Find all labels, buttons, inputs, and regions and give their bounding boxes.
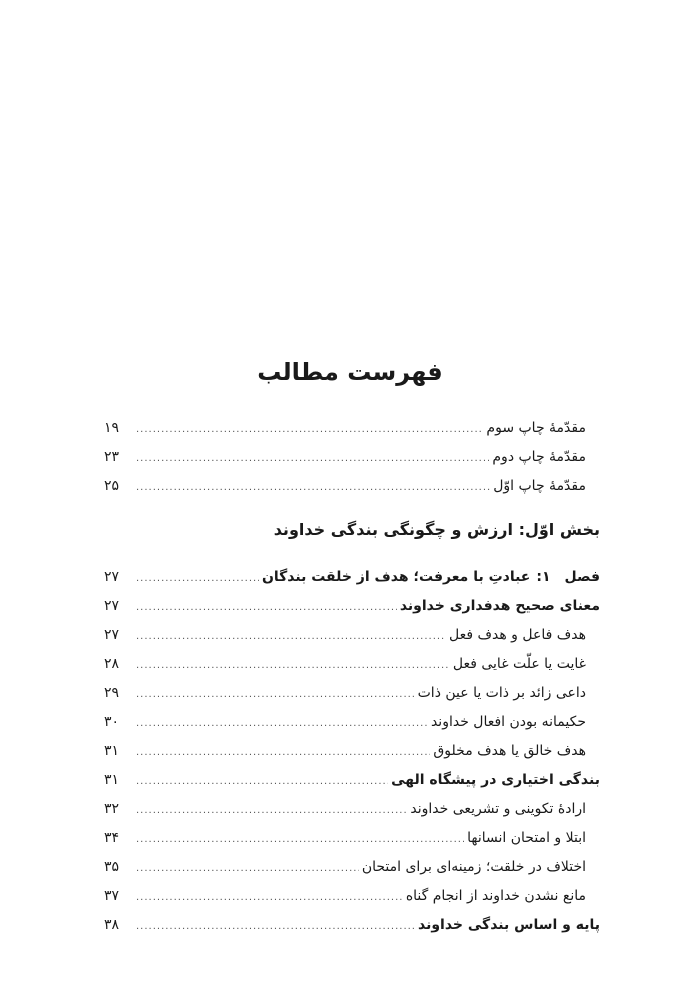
- chapter-page: ۲۷: [104, 569, 120, 585]
- toc-entry-label: هدف خالق یا هدف مخلوق: [433, 743, 586, 759]
- subsection-entry[interactable]: [104, 795, 600, 824]
- part-heading: بخش اوّل: ارزش و چگونگی بندگی خداوند: [273, 520, 600, 539]
- toc-entry-page: ۳۱: [104, 772, 120, 788]
- chapter-prefix: فصل: [564, 569, 600, 585]
- dot-leader: [136, 883, 403, 912]
- toc-entry-label: غایت یا علّت غایی فعل: [452, 656, 586, 672]
- toc-entry-page: ۳۴: [104, 830, 120, 846]
- chapter-title: عبادتِ با معرفت؛ هدف از خلقت بندگان: [261, 569, 531, 585]
- toc-entry-page: ۲۳: [104, 449, 120, 465]
- part-toc-list: [104, 563, 600, 940]
- toc-entry-page: ۲۸: [104, 656, 120, 672]
- toc-entry-page: ۲۹: [104, 685, 120, 701]
- toc-entry-page: ۳۵: [104, 859, 120, 875]
- toc-entry-label: مقدّمهٔ چاپ دوم: [492, 449, 586, 465]
- section-entry[interactable]: [104, 592, 600, 621]
- dot-leader: [136, 709, 428, 738]
- dot-leader: [136, 622, 446, 651]
- chapter-label: [259, 563, 600, 592]
- toc-entry[interactable]: [104, 472, 600, 501]
- subsection-entry[interactable]: [104, 679, 600, 708]
- dot-leader: [136, 651, 450, 680]
- toc-entry-page: ۲۷: [104, 598, 120, 614]
- subsection-entry[interactable]: [104, 824, 600, 853]
- page-title: فهرست مطالب: [257, 358, 443, 386]
- toc-entry-label: ارادهٔ تکوینی و تشریعی خداوند: [410, 801, 586, 817]
- toc-entry-page: ۳۸: [104, 917, 120, 933]
- subsection-entry[interactable]: [104, 882, 600, 911]
- toc-entry-page: ۲۵: [104, 478, 120, 494]
- toc-entry[interactable]: [104, 414, 600, 443]
- dot-leader: [136, 415, 483, 444]
- toc-entry-label: ابتلا و امتحان انسانها: [467, 830, 586, 846]
- dot-leader: [136, 444, 489, 473]
- front-matter-list: [104, 414, 600, 501]
- section-entry[interactable]: [104, 766, 600, 795]
- subsection-entry[interactable]: [104, 853, 600, 882]
- dot-leader: [136, 796, 407, 825]
- dot-leader: [136, 564, 259, 593]
- toc-entry-page: ۱۹: [104, 420, 120, 436]
- dot-leader: [136, 767, 388, 796]
- toc-entry[interactable]: [104, 443, 600, 472]
- dot-leader: [136, 912, 415, 941]
- toc-entry-label: مقدّمهٔ چاپ اوّل: [493, 478, 586, 494]
- subsection-entry[interactable]: [104, 621, 600, 650]
- dot-leader: [136, 680, 415, 709]
- chapter-entry[interactable]: [104, 563, 600, 592]
- toc-entry-label: مقدّمهٔ چاپ سوم: [486, 420, 586, 436]
- dot-leader: [136, 738, 430, 767]
- toc-entry-page: ۳۱: [104, 743, 120, 759]
- toc-entry-label: بندگی اختیاری در پیشگاه الهی: [391, 772, 600, 788]
- toc-entry-page: ۲۷: [104, 627, 120, 643]
- chapter-number: ۱:: [536, 569, 551, 585]
- toc-entry-label: هدف فاعل و هدف فعل: [448, 627, 586, 643]
- toc-entry-label: داعی زائد بر ذات یا عین ذات: [417, 685, 586, 701]
- section-entry[interactable]: [104, 911, 600, 940]
- toc-entry-page: ۳۲: [104, 801, 120, 817]
- toc-entry-label: حکیمانه بودن افعال خداوند: [430, 714, 586, 730]
- dot-leader: [136, 593, 397, 622]
- toc-entry-label: مانع نشدن خداوند از انجام گناه: [405, 888, 586, 904]
- toc-entry-label: اختلاف در خلقت؛ زمینه‌ای برای امتحان: [361, 859, 586, 875]
- subsection-entry[interactable]: [104, 650, 600, 679]
- dot-leader: [136, 473, 490, 502]
- subsection-entry[interactable]: [104, 708, 600, 737]
- toc-entry-label: پایه و اساس بندگی خداوند: [418, 917, 600, 933]
- dot-leader: [136, 854, 359, 883]
- toc-entry-label: معنای صحیح هدفداری خداوند: [399, 598, 600, 614]
- subsection-entry[interactable]: [104, 737, 600, 766]
- toc-entry-page: ۳۰: [104, 714, 120, 730]
- dot-leader: [136, 825, 464, 854]
- toc-entry-page: ۳۷: [104, 888, 120, 904]
